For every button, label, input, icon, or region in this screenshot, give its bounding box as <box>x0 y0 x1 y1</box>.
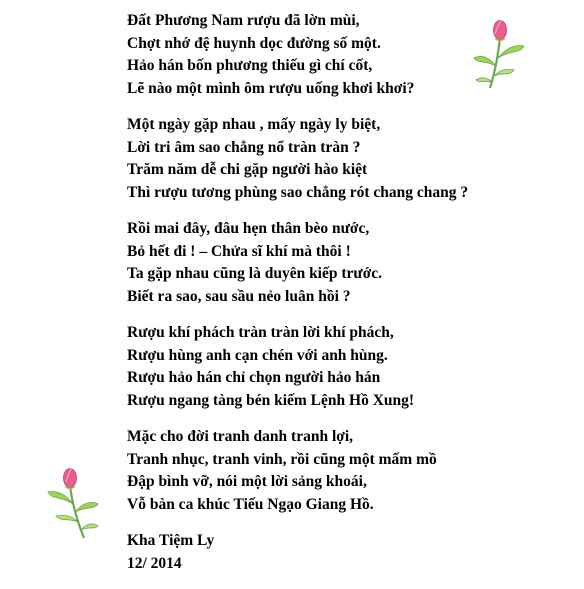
poem-line: Đất Phương Nam rượu đã lờn mùi, <box>127 12 360 29</box>
stanza-3 <box>127 218 567 308</box>
poem-line: Đập bình vỡ, nói một lời sảng khoái, <box>127 473 367 490</box>
poem-line: Tranh nhục, tranh vinh, rồi cũng một mấm mồ <box>127 450 437 468</box>
poem-date: 12/ 2014 <box>127 554 182 572</box>
poem-line: Trăm năm dễ chi gặp người hào kiệt <box>127 161 368 178</box>
poem-line: Rượu hùng anh cạn chén với anh hùng. <box>127 346 388 364</box>
stanza-gap <box>127 412 567 426</box>
signature-gap <box>127 516 567 530</box>
author-name: Kha Tiệm Ly <box>127 532 215 549</box>
poem-line: Lẽ nào một mình ôm rượu uống khơi khơi? <box>127 79 415 97</box>
poem-line: Thì rượu tương phùng sao chẳng rót chang chang ? <box>127 183 469 201</box>
poem-line: Một ngày gặp nhau , mấy ngày ly biệt, <box>127 116 381 133</box>
poem-line: Rượu ngang tàng bén kiếm Lệnh Hồ Xung! <box>127 391 415 409</box>
flower-bud-icon <box>46 464 102 542</box>
stanza-gap <box>127 100 567 114</box>
poem-line: Mặc cho đời tranh danh tranh lợi, <box>127 428 354 445</box>
stanza-5 <box>127 426 567 516</box>
stanza-gap <box>127 204 567 218</box>
poem-line: Lời tri âm sao chẳng nổ tràn tràn ? <box>127 138 361 156</box>
poem-line: Biết ra sao, sau sầu nẻo luân hồi ? <box>127 287 351 305</box>
poem-line: Rượu khí phách tràn tràn lời khí phách, <box>127 324 394 341</box>
poem-line: Rồi mai đây, đâu hẹn thân bèo nước, <box>127 220 370 237</box>
poem-line: Chợt nhớ đệ huynh dọc đường số một. <box>127 34 381 52</box>
stanza-2 <box>127 114 567 204</box>
poem-line: Bỏ hết đi ! – Chửa sĩ khí mà thôi ! <box>127 242 351 260</box>
poem-line: Hảo hán bốn phương thiếu gì chí cốt, <box>127 57 373 74</box>
stanza-gap <box>127 308 567 322</box>
poem-line: Rượu hảo hán chỉ chọn người hảo hán <box>127 369 381 386</box>
poem-line: Ta gặp nhau cũng là duyên kiếp trước. <box>127 265 383 282</box>
stanza-4 <box>127 322 567 412</box>
poem-line: Vỗ bàn ca khúc Tiếu Ngạo Giang Hồ. <box>127 495 374 513</box>
poem <box>127 10 567 575</box>
stanza-1 <box>127 10 567 100</box>
